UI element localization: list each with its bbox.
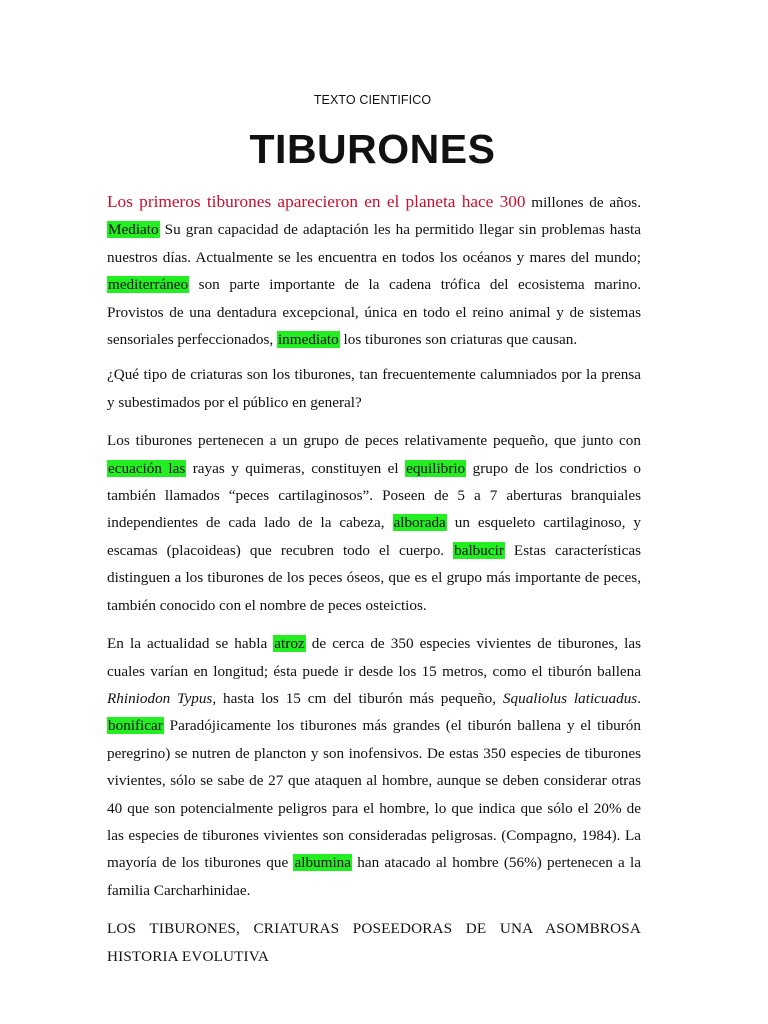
paragraph-text: Paradójicamente los tiburones más grandes (el tiburón ballena y el tiburón peregrino) se nutren de plancton y son inofensivos. De estas 350 especies de tiburones vivientes, sólo se sabe de 27 que ataquen al hombre, aunque se deben considerar otras 40 que son potencialmente peligros para el hombre, lo que indica que sólo el 20% de las especies de tiburones vivientes son consideradas peligrosas. (Compagno, 1984). La mayoría de los tiburones que: [107, 717, 641, 872]
paragraph-text: hasta los 15 cm del tiburón más pequeño,: [216, 689, 503, 707]
paragraph-text: los tiburones son criaturas que causan.: [339, 331, 578, 349]
paragraph-5: LOS TIBURONES, CRIATURAS POSEEDORAS DE UNA ASOMBROSA HISTORIA EVOLUTIVA: [107, 920, 641, 965]
paragraph-text: Estas características distinguen a los tiburones de los peces óseos, que es el grupo más importante de peces, también conocido con el nombre de peces osteictios.: [107, 541, 642, 614]
highlighted-word: albumina: [294, 854, 351, 872]
document-body: [107, 188, 641, 981]
highlighted-word: alborada: [393, 514, 446, 532]
paragraph-text: son parte importante de la cadena trófica del ecosistema marino. Provistos de una dentadura excepcional, única en todo el reino animal y de sistemas sensoriales perfeccionados,: [107, 276, 641, 349]
paragraph-text: Su gran capacidad de adaptación les ha permitido llegar sin problemas hasta nuestros días. Actualmente se les encuentra en todos los océanos y mares del mundo;: [107, 221, 641, 266]
highlighted-word: Mediato: [108, 221, 159, 239]
paragraph-text: han atacado al hombre (56%) pertenecen a la familia Carcharhinidae.: [107, 854, 641, 899]
paragraph-text: Los tiburones pertenecen a un grupo de peces relativamente pequeño, que junto con: [107, 432, 641, 450]
paragraph-text: .: [637, 689, 641, 707]
highlighted-word: balbucir: [454, 541, 504, 559]
lead-sentence: Los primeros tiburones aparecieron en el planeta hace 300: [107, 192, 526, 211]
paragraph-2: ¿Qué tipo de criaturas son los tiburones, tan frecuentemente calumniados por la prensa y subestimados por el público en general?: [107, 366, 641, 411]
document-subtitle: TEXTO CIENTIFICO: [313, 93, 432, 107]
highlighted-word: inmediato: [277, 331, 339, 349]
paragraph-text: grupo de los condrictios o también llamados “peces cartilaginosos”. Poseen de 5 a 7 aberturas branquiales independientes de cada lado de la cabeza,: [107, 459, 641, 532]
document-title: TIBURONES: [249, 126, 496, 172]
paragraph-text: rayas y quimeras, constituyen el: [186, 459, 406, 477]
scientific-name: Rhiniodon Typus,: [107, 689, 217, 707]
scientific-name: Squaliolus laticuadus: [502, 689, 638, 707]
paragraph-text: un esqueleto cartilaginoso, y escamas (placoideas) que recubren todo el cuerpo.: [107, 514, 641, 559]
highlighted-word: ecuación las: [108, 459, 186, 477]
highlighted-word: atroz: [274, 635, 305, 653]
paragraph-text: En la actualidad se habla: [107, 635, 274, 653]
paragraph-text: millones de años.: [525, 194, 641, 211]
highlighted-word: mediterráneo: [108, 276, 189, 294]
highlighted-word: bonificar: [108, 717, 163, 735]
paragraph-4: [107, 630, 641, 904]
paragraph-text: de cerca de 350 especies vivientes de tiburones, las cuales varían en longitud; ésta puede ir desde los 15 metros, como el tiburón ballena: [107, 635, 641, 680]
paragraph-3: [107, 427, 641, 619]
highlighted-word: equilibrio: [406, 459, 466, 477]
paragraph-1: [107, 188, 641, 353]
